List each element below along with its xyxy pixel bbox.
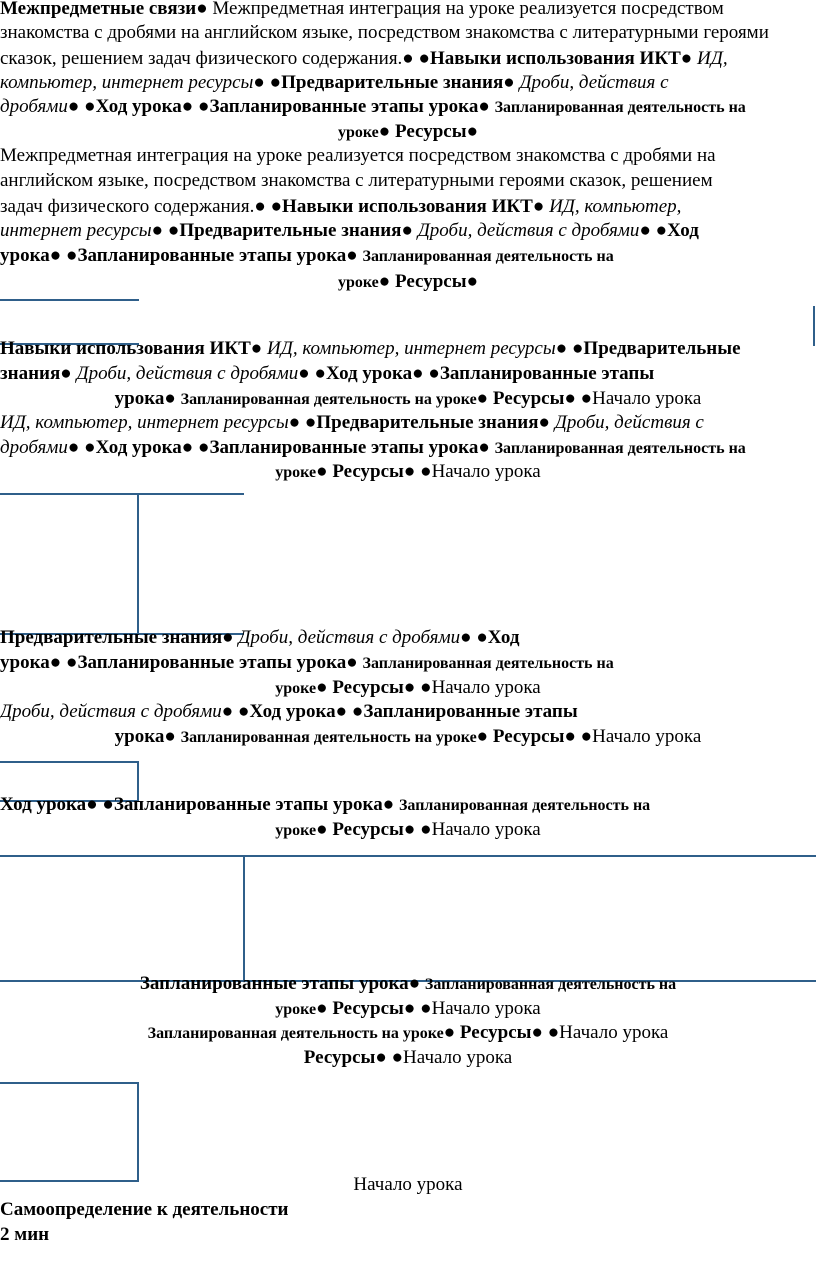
text-run: ● ●	[288, 412, 317, 433]
block-6-line	[0, 997, 816, 1022]
block-3-line	[0, 362, 816, 386]
text-run: уроке	[275, 1001, 317, 1018]
text-run: ● ●	[253, 72, 282, 93]
text-run: Запланированные этапы	[439, 363, 655, 384]
text-run: Предварительные	[583, 338, 741, 359]
block-4-line	[0, 700, 816, 724]
text-run: Дроби, действия с дробями	[417, 220, 640, 241]
text-run: знакомства с дробями на английском языке, посредством знакомства с литературными героями	[0, 22, 769, 43]
text-run: ● ●	[151, 220, 180, 241]
text-run: ●	[401, 220, 418, 241]
text-run: ● ●Начало урока	[531, 1022, 669, 1043]
text-run: Запланированные этапы урока	[209, 437, 479, 458]
text-run: сказок, решением задач физического содержания.● ●	[0, 48, 431, 69]
text-run: Ресурсы	[459, 1022, 532, 1043]
text-run: Запланированная деятельность на	[424, 976, 677, 993]
text-run: ●	[316, 461, 333, 482]
text-run: урока	[114, 726, 165, 747]
text-run: ●	[466, 271, 479, 292]
text-run: ●	[466, 121, 479, 142]
text-run: ● ●	[639, 220, 668, 241]
text-run: ●	[164, 726, 181, 747]
text-run: Запланированная деятельность на	[398, 797, 651, 814]
text-run: дробями	[0, 96, 68, 117]
text-run: ●	[346, 245, 363, 266]
text-run: Запланированные этапы урока	[77, 245, 347, 266]
text-run: Ход урока	[0, 794, 87, 815]
text-run: ●	[532, 196, 550, 217]
block-3-line	[0, 387, 816, 412]
text-run: Запланированная деятельность на	[494, 440, 746, 457]
text-run: Запланированная деятельность на уроке	[180, 391, 477, 408]
text-run: ●	[382, 794, 399, 815]
text-run: задач физического содержания.● ●	[0, 196, 283, 217]
block-3-line	[0, 436, 816, 461]
text-run: Дроби, действия с	[519, 72, 669, 93]
text-run: Ход	[667, 220, 699, 241]
text-run: ●	[443, 1022, 460, 1043]
table-rule	[0, 855, 816, 857]
text-run: Дроби, действия с дробями	[0, 701, 222, 722]
block-6-line	[0, 972, 816, 997]
text-run: Предварительные знания	[316, 412, 539, 433]
text-run: Навыки использования ИКТ	[430, 48, 681, 69]
text-run: Дроби, действия с	[554, 412, 704, 433]
block-1-line	[0, 21, 816, 45]
block-2-line	[0, 169, 816, 193]
text-run: ● ●Начало урока	[375, 1047, 513, 1068]
text-run: ● ●	[67, 96, 96, 117]
table-rule	[0, 1082, 139, 1084]
table-rule	[0, 493, 244, 495]
text-run: Ресурсы	[332, 677, 404, 698]
text-run: Запланированная деятельность на	[362, 655, 614, 672]
text-run: ●	[478, 437, 495, 458]
text-run: ИД, компьютер,	[549, 196, 682, 217]
text-run: Межпредметные связи	[0, 0, 197, 19]
text-run: ● Межпредметная интеграция на уроке реализуется посредством	[196, 0, 724, 19]
block-2-line	[0, 219, 816, 243]
text-run: ● ●	[49, 652, 78, 673]
block-1-line	[0, 47, 816, 71]
text-run: ●	[476, 388, 493, 409]
text-run: компьютер, интернет ресурсы	[0, 72, 254, 93]
text-run: Ресурсы	[332, 819, 404, 840]
block-4-line	[0, 626, 816, 650]
text-run: ИД, компьютер, интернет ресурсы	[0, 412, 289, 433]
block-3-line	[0, 337, 816, 361]
text-run: знания	[0, 363, 61, 384]
text-run: ●	[378, 271, 396, 292]
text-run: урока	[0, 652, 50, 673]
text-run: ●	[476, 726, 493, 747]
block-2-line	[0, 144, 816, 168]
text-run: ●	[478, 96, 495, 117]
text-run: Запланированная деятельность на уроке	[147, 1025, 444, 1042]
text-run: ●	[503, 72, 520, 93]
text-run: ●	[346, 652, 363, 673]
text-run: Ресурсы	[332, 461, 404, 482]
text-run: ● ●Начало урока	[564, 388, 702, 409]
text-run: ●	[164, 388, 181, 409]
block-2-line	[0, 195, 816, 219]
block-1-line	[0, 95, 816, 120]
text-run: Ход урока	[95, 437, 182, 458]
table-rule	[0, 299, 139, 301]
text-run: Ход урока	[325, 363, 413, 384]
text-run: Предварительные знания	[179, 220, 402, 241]
text-run: ●	[250, 338, 268, 359]
text-run: Предварительные знания	[0, 627, 223, 648]
block-2-line	[0, 270, 816, 295]
text-run: интернет ресурсы	[0, 220, 152, 241]
text-run: ● ●Начало урока	[564, 726, 702, 747]
text-run: ● ●	[412, 363, 440, 384]
text-run: Дроби, действия с дробями	[76, 363, 299, 384]
text-run: Навыки использования ИКТ	[0, 338, 251, 359]
text-run: Ход урока	[95, 96, 182, 117]
text-run: ●	[60, 363, 77, 384]
text-run: ● ●	[181, 96, 210, 117]
text-run: ● ●	[49, 245, 78, 266]
text-run: Запланированная деятельность на	[362, 248, 614, 265]
text-run: Межпредметная интеграция на уроке реализуется посредством знакомства с дробями на	[0, 145, 716, 166]
text-run: Ресурсы	[395, 121, 467, 142]
block-5-line	[0, 818, 816, 843]
text-run: ●	[222, 627, 239, 648]
text-run: Ресурсы	[395, 271, 467, 292]
block-4-line	[0, 651, 816, 676]
block-6-line	[0, 1046, 816, 1070]
text-run: Ресурсы	[492, 388, 565, 409]
text-run: Запланированная деятельность на уроке	[180, 729, 477, 746]
text-run: ИД,	[697, 48, 728, 69]
block-7-line	[0, 1223, 816, 1247]
text-run: ● ●	[86, 794, 114, 815]
text-run: Ход	[487, 627, 520, 648]
text-run: Ход урока	[249, 701, 336, 722]
table-rule	[243, 857, 245, 982]
text-run: ● ●	[460, 627, 488, 648]
block-3-line	[0, 460, 816, 485]
text-run: Предварительные знания	[281, 72, 504, 93]
text-run: ● ●	[181, 437, 210, 458]
text-run: Начало урока	[353, 1174, 463, 1195]
table-rule	[137, 1082, 139, 1182]
block-2-line	[0, 244, 816, 269]
text-run: урока	[114, 388, 165, 409]
text-run: ● ●	[67, 437, 96, 458]
text-run: ●	[378, 121, 396, 142]
text-run: Навыки использования ИКТ	[282, 196, 533, 217]
text-run: уроке	[337, 124, 379, 141]
text-run: Запланированные этапы урока	[77, 652, 347, 673]
block-1-line	[0, 0, 816, 21]
text-run: уроке	[275, 464, 317, 481]
text-run: ●	[538, 412, 555, 433]
text-run: дробями	[0, 437, 68, 458]
block-7-line	[0, 1173, 816, 1197]
text-run: ● ●	[298, 363, 326, 384]
text-run: Запланированные этапы урока	[113, 794, 383, 815]
text-run: Ресурсы	[492, 726, 565, 747]
block-6-line	[0, 1021, 816, 1046]
text-run: ●	[408, 973, 425, 994]
text-run: ● ●Начало урока	[403, 998, 541, 1019]
text-run: ●	[316, 819, 333, 840]
text-run: урока	[0, 245, 50, 266]
text-run: ● ●Начало урока	[403, 677, 541, 698]
text-run: 2 мин	[0, 1224, 50, 1245]
text-run: ●	[316, 677, 333, 698]
text-run: ИД, компьютер, интернет ресурсы	[267, 338, 556, 359]
text-run: ● ●Начало урока	[403, 819, 541, 840]
text-run: английском языке, посредством знакомства с литературными героями сказок, решением	[0, 170, 713, 191]
text-run: ● ●	[221, 701, 250, 722]
block-3-line	[0, 411, 816, 435]
block-1-line	[0, 71, 816, 95]
text-run: ●	[680, 48, 698, 69]
text-run: Ресурсы	[332, 998, 404, 1019]
text-run: ● ●	[555, 338, 584, 359]
block-4-line	[0, 676, 816, 701]
block-5-line	[0, 793, 816, 818]
text-run: ●	[316, 998, 333, 1019]
text-run: Самоопределение к деятельности	[0, 1199, 289, 1220]
table-rule	[0, 761, 139, 763]
text-run: Запланированные этапы	[363, 701, 578, 722]
block-4-line	[0, 725, 816, 750]
text-run: Запланированные этапы урока	[139, 973, 409, 994]
text-run: уроке	[275, 680, 317, 697]
text-run: Запланированные этапы урока	[209, 96, 479, 117]
text-run: Ресурсы	[303, 1047, 376, 1068]
text-run: уроке	[337, 274, 379, 291]
text-run: ● ●Начало урока	[403, 461, 541, 482]
text-run: Запланированная деятельность на	[494, 99, 746, 116]
block-1-line	[0, 120, 816, 145]
text-run: Дроби, действия с дробями	[238, 627, 461, 648]
block-7-line	[0, 1198, 816, 1222]
text-run: уроке	[275, 822, 317, 839]
table-rule	[137, 495, 139, 635]
text-run: ● ●	[335, 701, 364, 722]
